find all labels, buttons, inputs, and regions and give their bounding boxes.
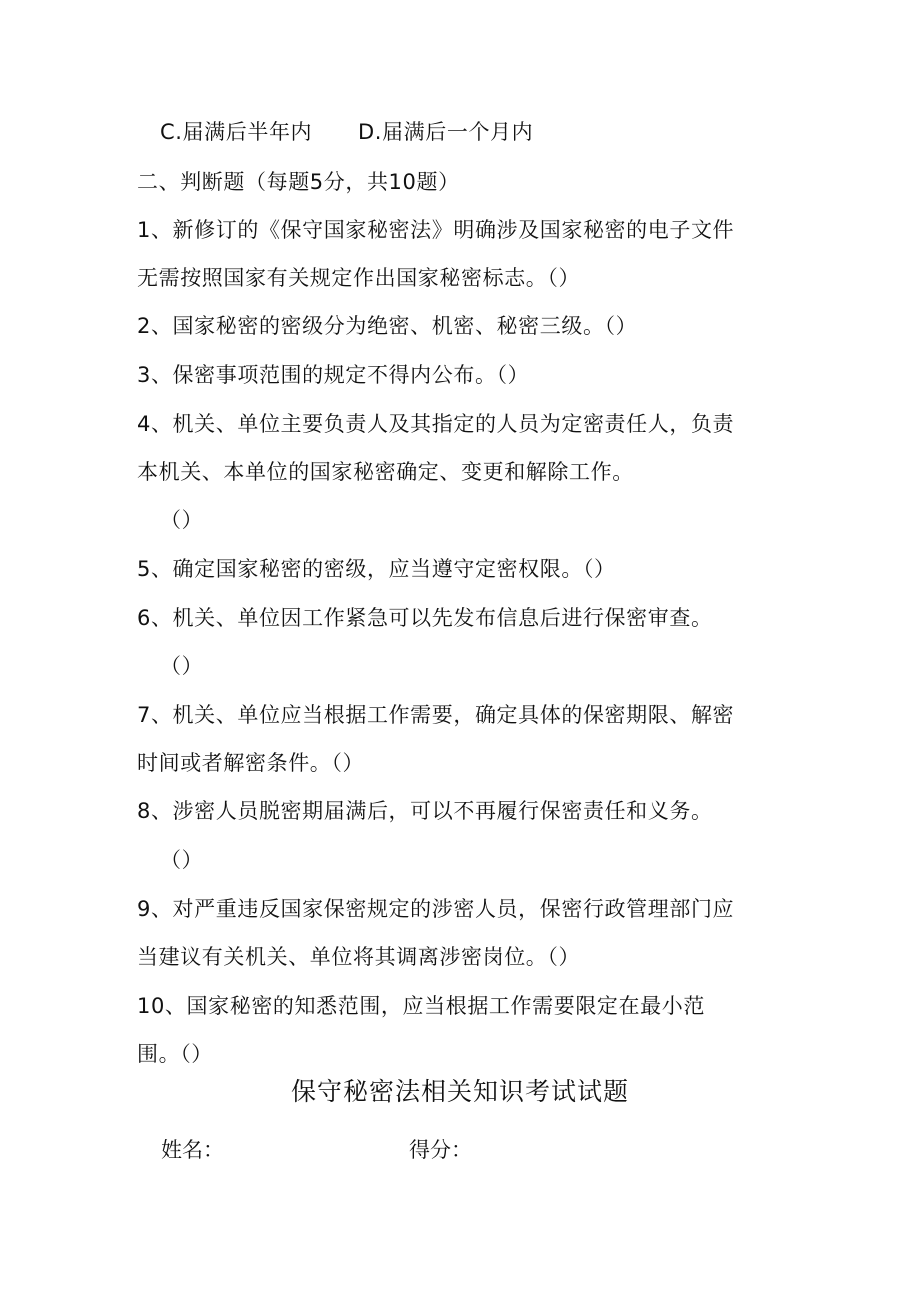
question-1-line-1: 1、新修订的《保守国家秘密法》明确涉及国家秘密的电子文件 <box>137 218 735 242</box>
question-5-line-1: 5、确定国家秘密的密级，应当遵守定密权限。（） <box>137 557 616 581</box>
name-label: 姓名： <box>161 1138 224 1162</box>
question-8-line-1: 8、涉密人员脱密期届满后，可以不再履行保密责任和义务。 <box>137 799 713 823</box>
question-7-line-1: 7、机关、单位应当根据工作需要，确定具体的保密期限、解密 <box>137 703 735 727</box>
question-3-line-1: 3、保密事项范围的规定不得内公布。（） <box>137 363 530 387</box>
option-d: D.届满后一个月内 <box>358 120 534 144</box>
question-1-line-2: 无需按照国家有关规定作出国家秘密标志。（） <box>137 266 581 290</box>
question-4-line-1: 4、机关、单位主要负责人及其指定的人员为定密责任人，负责 <box>137 412 735 436</box>
question-6-line-1: 6、机关、单位因工作紧急可以先发布信息后进行保密审查。 <box>137 606 713 630</box>
score-label: 得分： <box>409 1138 472 1162</box>
question-2-line-1: 2、国家秘密的密级分为绝密、机密、秘密三级。（） <box>137 314 638 338</box>
section-heading: 二、判断题（每题5分，共10题） <box>137 170 460 194</box>
question-4-line-2: 本机关、本单位的国家秘密确定、变更和解除工作。 <box>137 460 634 484</box>
option-c: C.届满后半年内 <box>160 120 313 144</box>
question-7-line-2: 时间或者解密条件。（） <box>137 751 365 775</box>
exam-title: 保守秘密法相关知识考试试题 <box>290 1077 629 1106</box>
question-8-line-2: （） <box>160 848 204 872</box>
question-10-line-1: 10、国家秘密的知悉范围，应当根据工作需要限定在最小范 <box>137 994 705 1018</box>
question-9-line-2: 当建议有关机关、单位将其调离涉密岗位。（） <box>137 945 581 969</box>
question-6-line-2: （） <box>160 654 204 678</box>
question-4-line-3: （） <box>160 508 204 532</box>
question-10-line-2: 围。（） <box>137 1042 213 1066</box>
question-9-line-1: 9、对严重违反国家保密规定的涉密人员，保密行政管理部门应 <box>137 897 735 921</box>
